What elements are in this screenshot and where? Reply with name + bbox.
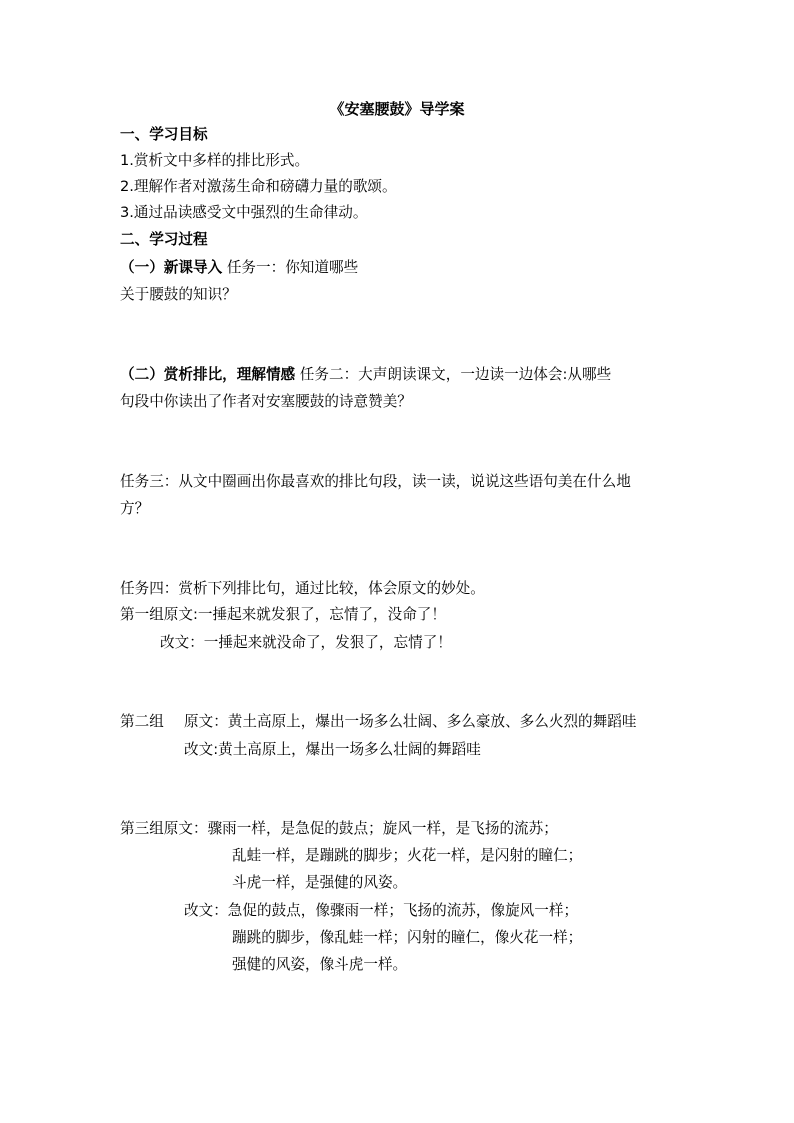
part2-line (120, 365, 611, 385)
group1-revised: 改文：一捶起来就没命了，发狠了，忘情了！ (160, 634, 452, 651)
group2-revised: 改文:黄土高原上，爆出一场多么壮阔的舞蹈哇 (184, 741, 481, 758)
section-heading-process: 二、学习过程 (120, 231, 208, 248)
goal-item-2: 2.理解作者对激荡生命和磅礴力量的歌颂。 (120, 178, 397, 195)
goal-item-3: 3.通过品读感受文中强烈的生命律动。 (120, 204, 368, 221)
group3-revised-1: 改文：急促的鼓点，像骤雨一样；飞扬的流苏，像旋风一样； (184, 902, 579, 919)
task3-text-cont: 方？ (120, 500, 150, 517)
task1-text: 任务一：你知道哪些 (226, 259, 359, 276)
page-title: 《安塞腰鼓》导学案 (329, 100, 465, 118)
part2-label: （二）赏析排比，理解情感 (120, 366, 296, 383)
group1-original: 第一组原文:一捶起来就发狠了，忘情了，没命了！ (120, 606, 446, 623)
group2-original: 原文：黄土高原上，爆出一场多么壮阔、多么豪放、多么火烈的舞蹈哇 (184, 713, 637, 730)
group3-original-2: 乱蛙一样，是蹦跳的脚步；火花一样，是闪射的瞳仁； (232, 847, 583, 864)
group3-revised-3: 强健的风姿，像斗虎一样。 (232, 956, 408, 973)
group3-revised-2: 蹦跳的脚步，像乱蛙一样；闪射的瞳仁，像火花一样； (232, 929, 583, 946)
task2-text-cont: 句段中你读出了作者对安塞腰鼓的诗意赞美？ (120, 393, 412, 410)
task3-text: 任务三：从文中圈画出你最喜欢的排比句段，读一读，说说这些语句美在什么地 (120, 473, 631, 490)
group3-original-1: 第三组原文：骤雨一样，是急促的鼓点；旋风一样，是飞扬的流苏； (120, 820, 558, 837)
goal-item-1: 1.赏析文中多样的排比形式。 (120, 152, 310, 169)
task1-text-cont: 关于腰鼓的知识？ (120, 286, 237, 303)
group2-label: 第二组 (120, 713, 164, 730)
part1-label: （一）新课导入 (120, 259, 223, 276)
group3-original-3: 斗虎一样，是强健的风姿。 (232, 874, 408, 891)
part1-line (120, 258, 358, 278)
task2-text: 任务二：大声朗读课文，一边读一边体会:从哪些 (299, 366, 612, 383)
task4-text: 任务四：赏析下列排比句，通过比较，体会原文的妙处。 (120, 580, 485, 597)
section-heading-goals: 一、学习目标 (120, 126, 208, 143)
